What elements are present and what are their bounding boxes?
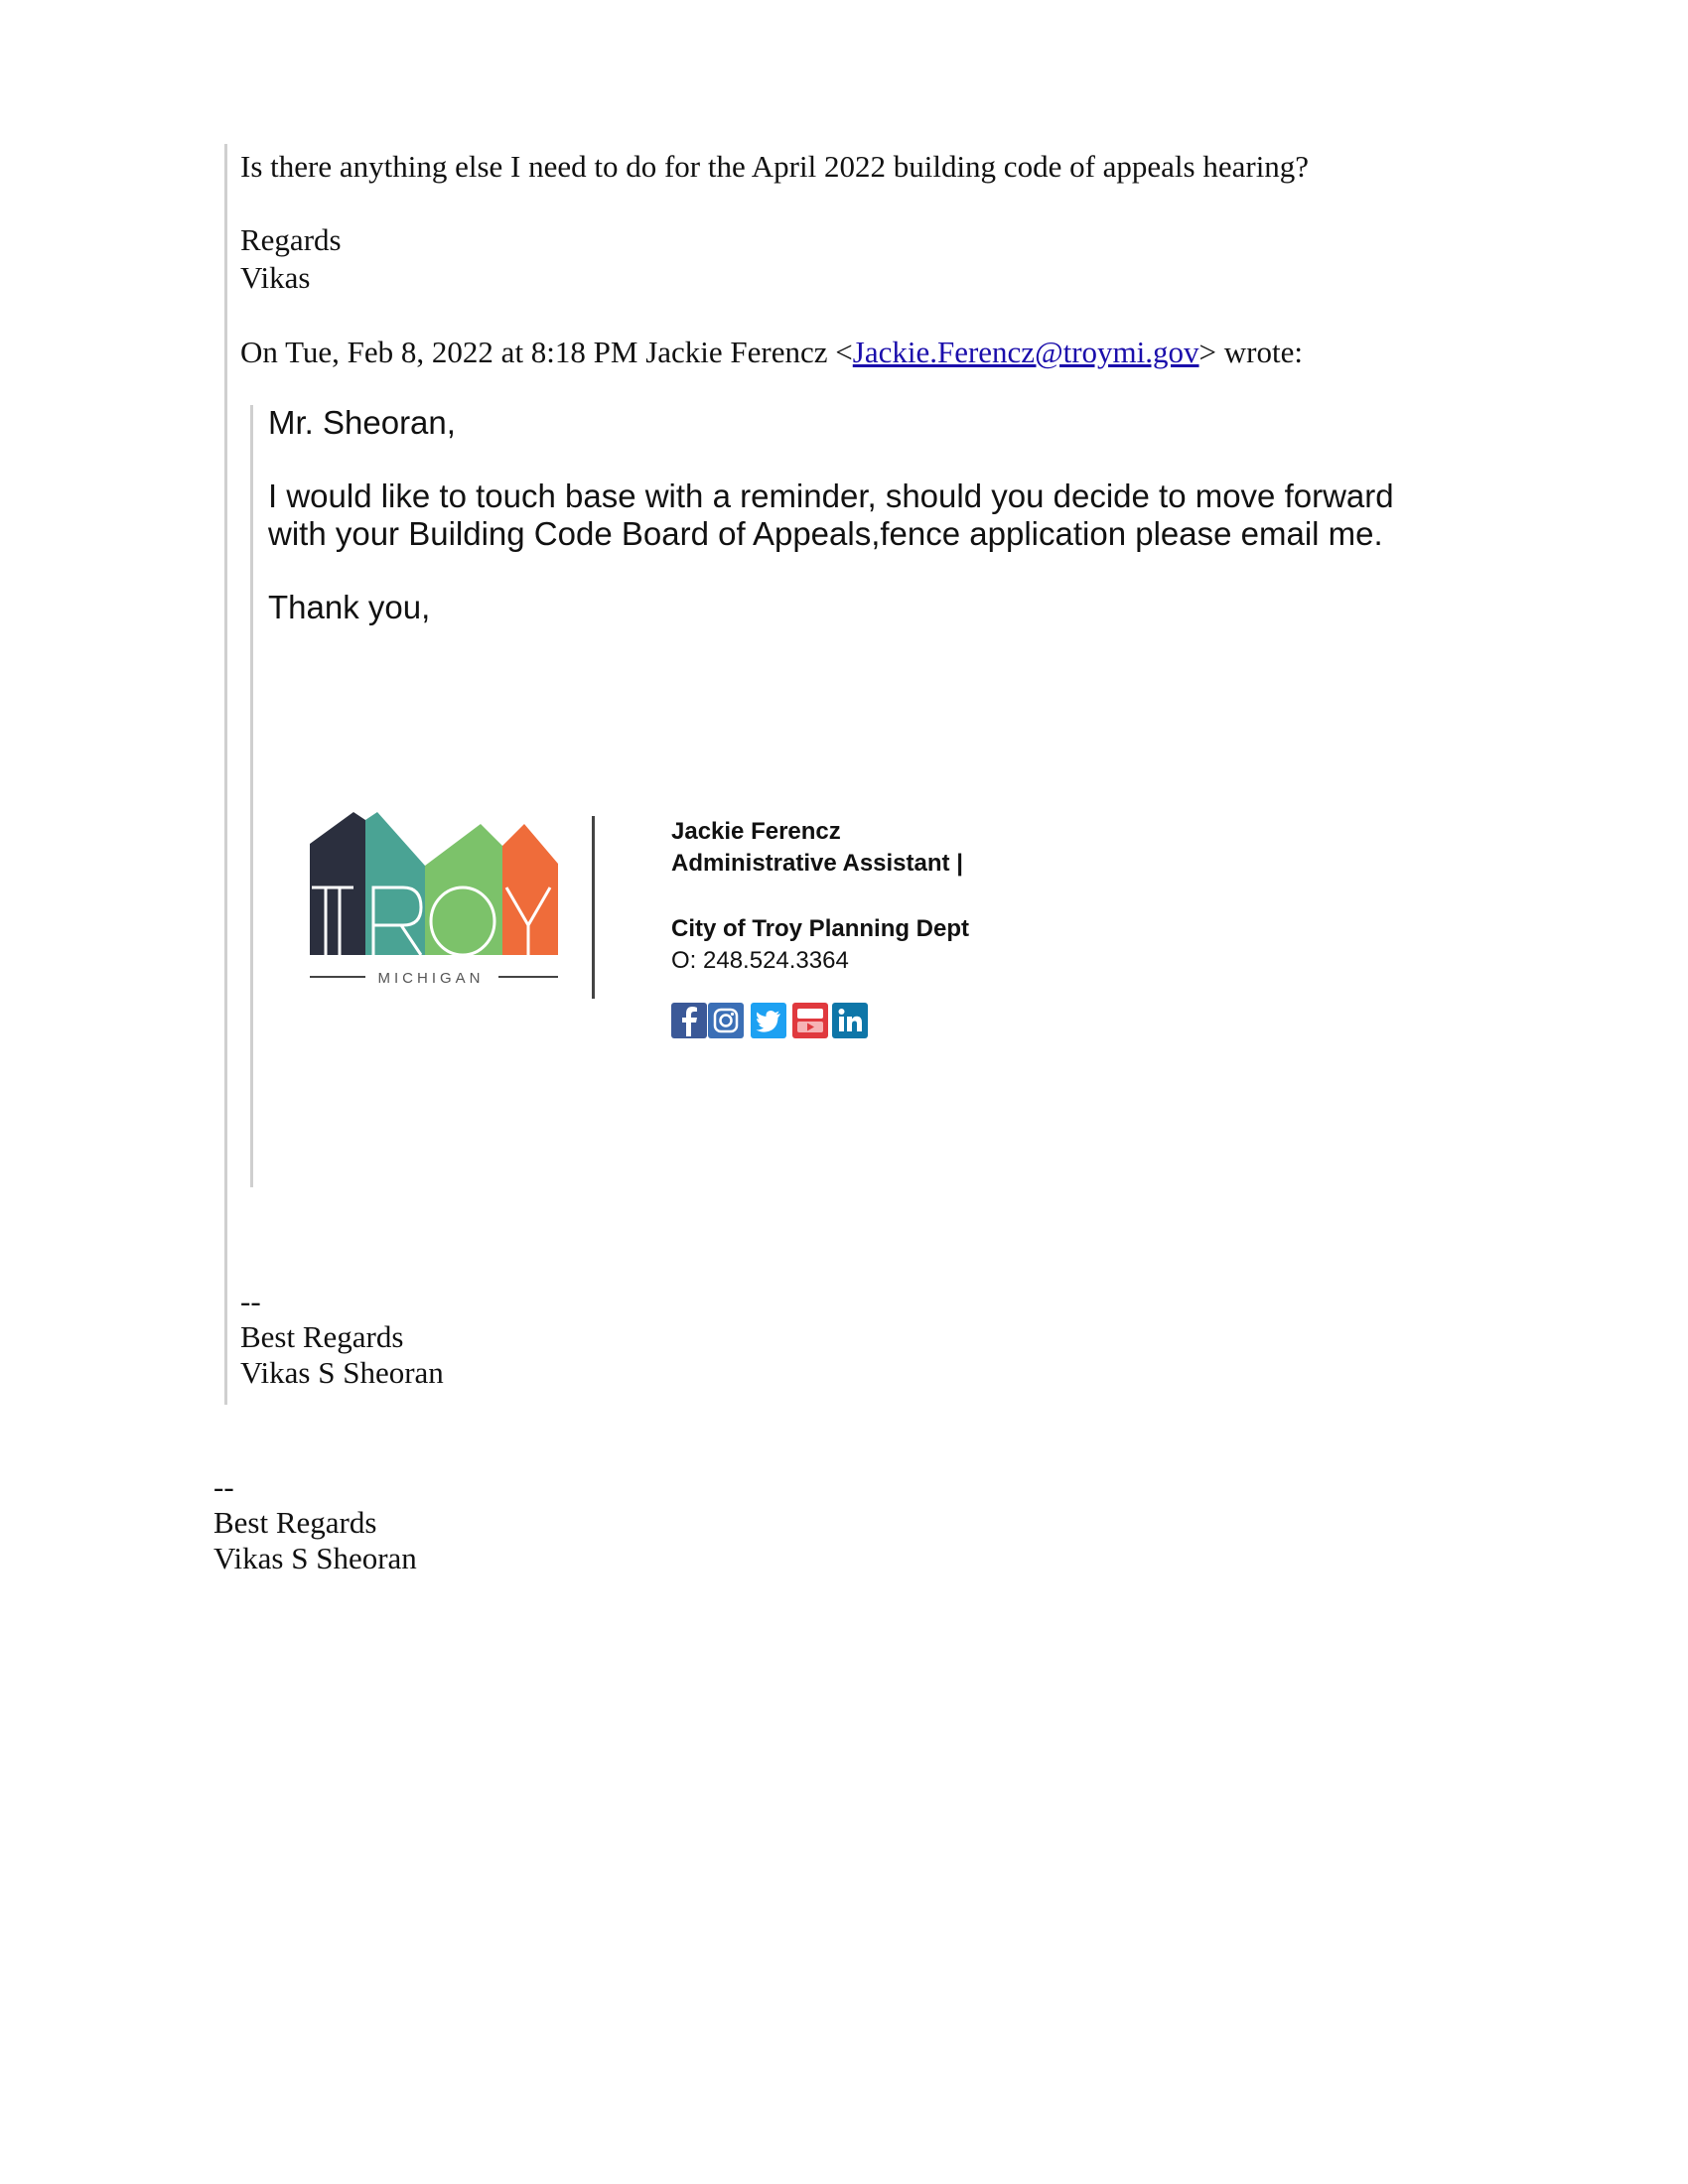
signature-department: City of Troy Planning Dept — [671, 915, 970, 942]
signature-divider — [592, 816, 595, 999]
signature-name: Jackie Ferencz — [671, 818, 841, 845]
facebook-icon[interactable] — [671, 1003, 707, 1038]
quoted-body-line-2: with your Building Code Board of Appeals,fence application please email me. — [268, 515, 1383, 552]
youtube-icon[interactable] — [792, 1003, 828, 1038]
signature-phone: O: 248.524.3364 — [671, 947, 849, 974]
outer-signoff-best-regards: Best Regards — [213, 1505, 377, 1540]
signature-title: Administrative Assistant | — [671, 850, 963, 877]
outer-signoff-dashes: -- — [213, 1469, 234, 1504]
inner-signoff-dashes: -- — [240, 1284, 261, 1318]
logo-subtext: MICHIGAN — [377, 970, 485, 987]
sender-email-link[interactable]: Jackie.Ferencz@troymi.gov — [852, 335, 1199, 369]
instagram-icon[interactable] — [708, 1003, 744, 1038]
linkedin-icon[interactable] — [832, 1003, 868, 1038]
quoted-salutation: Mr. Sheoran, — [268, 404, 456, 441]
inner-signoff-full-name: Vikas S Sheoran — [240, 1355, 444, 1390]
quoted-closing: Thank you, — [268, 589, 431, 625]
quote-header — [240, 335, 1303, 370]
inner-signoff-best-regards: Best Regards — [240, 1319, 404, 1354]
reply-regards: Regards — [240, 222, 342, 257]
reply-question: Is there anything else I need to do for the April 2022 building code of appeals hearing? — [240, 149, 1310, 184]
outer-signoff-full-name: Vikas S Sheoran — [213, 1541, 417, 1575]
reply-name: Vikas — [240, 260, 311, 295]
twitter-icon[interactable] — [751, 1003, 786, 1038]
quote-header-suffix: > wrote: — [1198, 335, 1303, 369]
quoted-body-line-1: I would like to touch base with a reminder, should you decide to move forward — [268, 478, 1394, 514]
quote-header-prefix: On Tue, Feb 8, 2022 at 8:18 PM Jackie Ferencz < — [240, 335, 853, 369]
troy-michigan-logo — [304, 806, 562, 995]
